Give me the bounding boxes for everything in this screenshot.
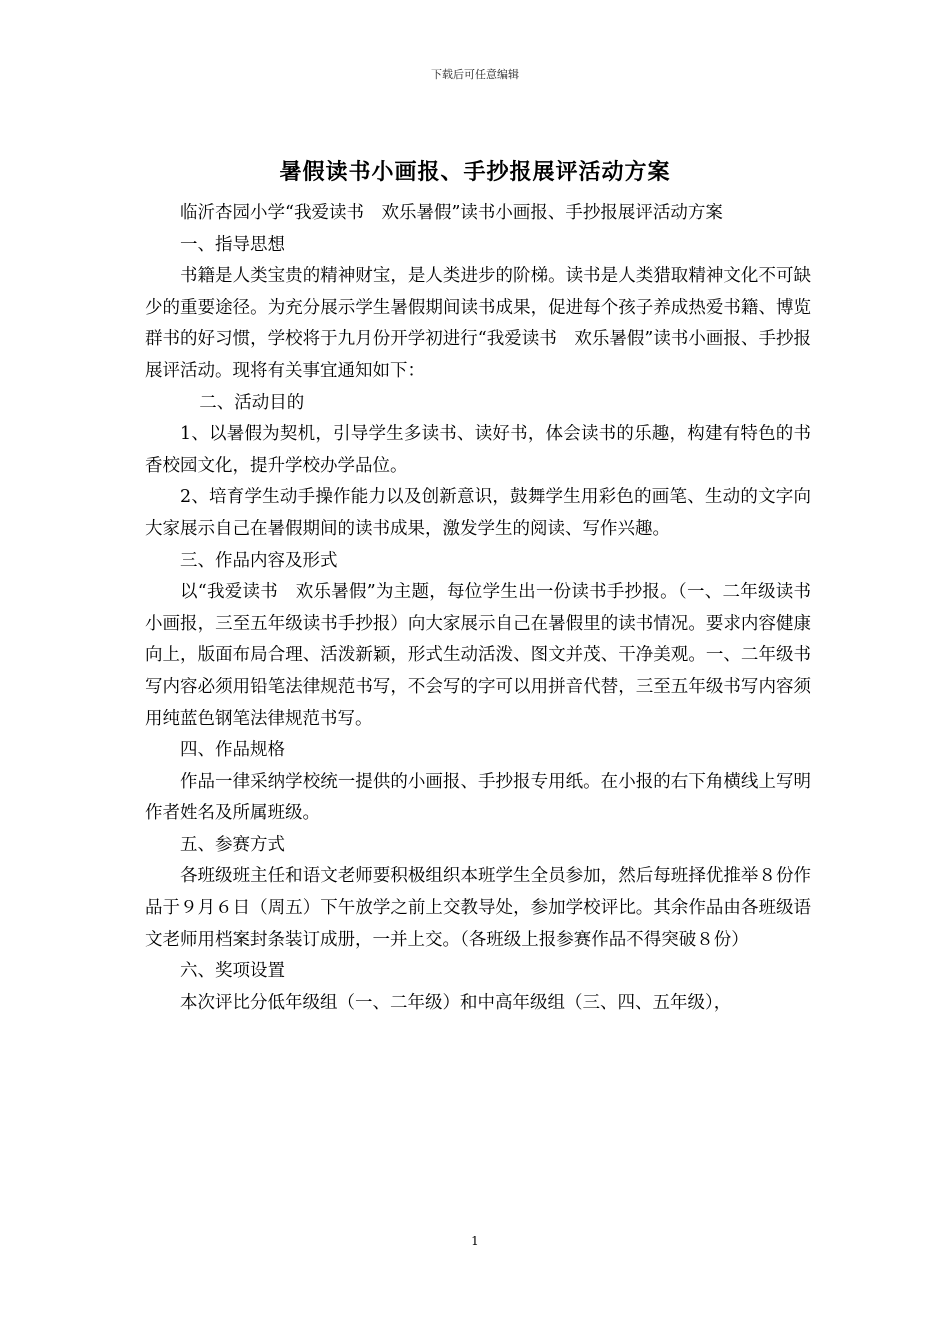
paragraph-goal-2: 2、培育学生动手操作能力以及创新意识，鼓舞学生用彩色的画笔、生动的文字向大家展示自己在暑假期间的读书成果，激发学生的阅读、写作兴趣。 <box>145 487 811 539</box>
paragraph-awards: 本次评比分低年级组（一、二年级）和中高年级组（三、四、五年级）， <box>180 992 732 1013</box>
paragraph-subtitle: 临沂杏园小学“我爱读书 欢乐暑假”读书小画报、手抄报展评活动方案 <box>180 203 723 223</box>
document-body <box>145 198 811 1019</box>
paragraph-content-form: 以“我爱读书 欢乐暑假”为主题，每位学生出一份读书手抄报。（一、二年级读书小画报，三至五年级读书手抄报）向大家展示自己在暑假里的读书情况。要求内容健康向上，版面布局合理、活泼新颖，形式生动活泼、图文并茂、干净美观。一、二年级书写内容必须用铅笔法律规范书写，不会写的字可以用拼音代替，三至五年级书写内容须用纯蓝色钢笔法律规范书写。 <box>145 582 811 729</box>
paragraph-goal-1: 1、以暑假为契机，引导学生多读书、读好书，体会读书的乐趣，构建有特色的书香校园文化，提升学校办学品位。 <box>145 424 811 476</box>
section-heading-1: 一、指导思想 <box>180 234 285 255</box>
section-heading-5: 五、参赛方式 <box>180 834 285 855</box>
paragraph-specification: 作品一律采纳学校统一提供的小画报、手抄报专用纸。在小报的右下角横线上写明作者姓名及所属班级。 <box>145 771 811 824</box>
paragraph-participation: 各班级班主任和语文老师要积极组织本班学生全员参加，然后每班择优推举８份作品于９月６日（周五）下午放学之前上交教导处，参加学校评比。其余作品由各班级语文老师用档案封条装订成册，一并上交。（各班级上报参赛作品不得突破８份） <box>145 866 811 950</box>
header-note: 下载后可任意编辑 <box>431 68 519 81</box>
document-title: 暑假读书小画报、手抄报展评活动方案 <box>279 159 671 185</box>
paragraph-guiding-idea: 书籍是人类宝贵的精神财宝，是人类进步的阶梯。读书是人类猎取精神文化不可缺少的重要途径。为充分展示学生暑假期间读书成果，促进每个孩子养成热爱书籍、博览群书的好习惯，学校将于九月份开学初进行“我爱读书 欢乐暑假”读书小画报、手抄报展评活动。现将有关事宜通知如下： <box>145 266 811 381</box>
section-heading-4: 四、作品规格 <box>180 740 285 761</box>
section-heading-6: 六、奖项设置 <box>180 961 285 982</box>
section-heading-2: 二、活动目的 <box>199 392 305 413</box>
page-number: 1 <box>471 1234 479 1248</box>
section-heading-3: 三、作品内容及形式 <box>180 550 338 571</box>
